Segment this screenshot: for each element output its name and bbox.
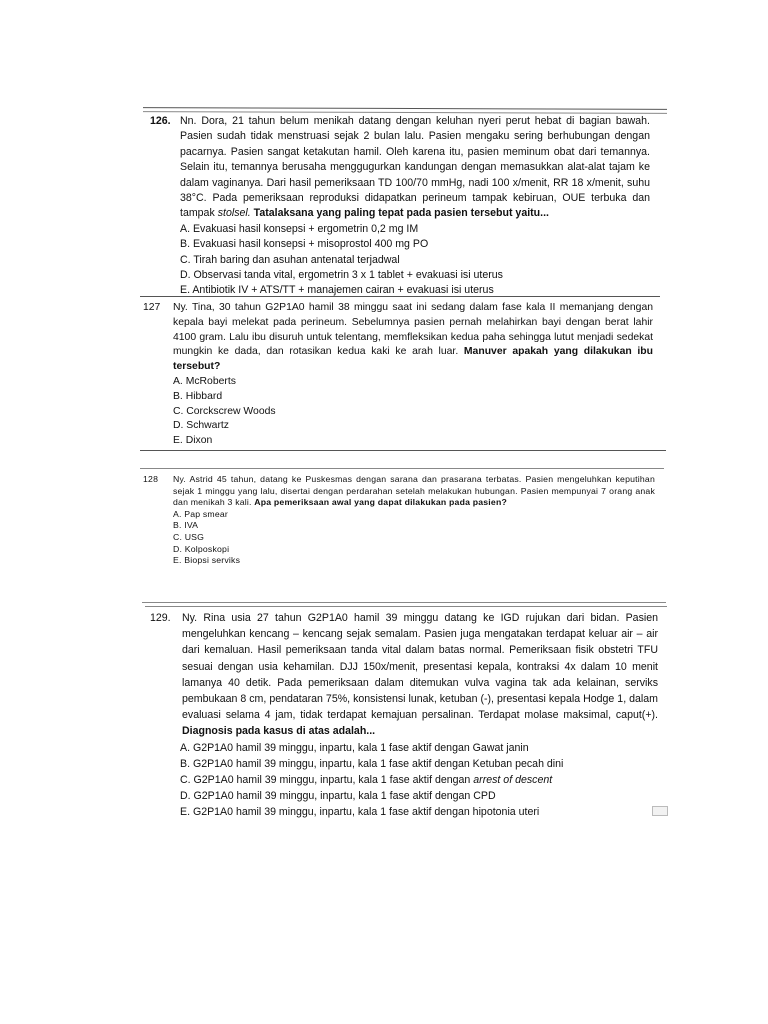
stem-text: Nn. Dora, 21 tahun belum menikah datang dengan keluhan nyeri perut hebat di bagian bawah. Pasien sudah tidak menstruasi sejak 2 bulan lalu. Pasien mengaku sering berhubungan dengan pacarnya. Pasien sangat ketakutan hamil. Oleh karena itu, pasien meminum obat dari temannya. Selain itu, temannya berusaha menggugurkan kandungan dengan memasukkan alat-alat tajam ke dalam vaginanya. Dari hasil pemeriksaan TD 100/70 mmHg, nadi 100 x/menit, RR 18 x/menit, suhu 38°C. Pada pemeriksaan reproduksi didapatkan perineum tampak kebiruan, OUE terbuka dan tampak [180,115,650,220]
question-prompt: Manuver apakah yang dilakukan ibu tersebut? [173,346,653,373]
option-a[interactable]: A. McRoberts [173,375,236,387]
question-127 [143,301,653,449]
option-e[interactable]: E. Dixon [173,435,213,447]
answer-options [173,375,653,449]
option-b[interactable]: B. IVA [173,520,199,531]
divider-top-128 [140,468,664,469]
option-a[interactable]: A. Evakuasi hasil konsepsi + ergometrin 0,2 mg IM [180,222,419,235]
question-number: 127 [143,302,161,313]
question-126 [150,114,650,299]
option-d[interactable]: D. Schwartz [173,420,230,432]
question-number: 129. [150,612,171,624]
question-prompt: Apa pemeriksaan awal yang dapat dilakukan pada pasien? [254,497,507,508]
question-number: 126. [150,115,171,127]
question-stem [173,301,653,375]
stem-text: Ny. Astrid 45 tahun, datang ke Puskesmas dengan sarana dan prasarana terbatas. Pasien mengeluhkan keputihan sejak 1 minggu yang lalu, disertai dengan perdarahan setelah melakukan hubungan. Pasien mempunyai 7 orang anak dan menikah 3 kali. [173,474,655,508]
answer-options [180,740,658,821]
question-stem [180,114,650,222]
option-d[interactable]: D. G2P1A0 hamil 39 minggu, inpartu, kala 1 fase aktif dengan CPD [180,790,496,803]
question-prompt: Diagnosis pada kasus di atas adalah... [182,725,376,738]
option-d[interactable]: D. Kolposkopi [173,543,230,554]
stem-text: Ny. Rina usia 27 tahun G2P1A0 hamil 39 minggu datang ke IGD rujukan dari bidan. Pasien mengeluhkan kencang – kencang sejak semalam. Pasien juga mengatakan terdapat keluar air – air dari kemaluan. Hasil pemeriksaan tanda vital dalam batas normal. Pemeriksaan fisik obstetri TFU sesuai dengan usia kehamilan. DJJ 150x/menit, presentasi kepala, kontraksi 4x dalam 10 menit lamanya 40 detik. Pada pemeriksaan dalam ditemukan vulva vagina tak ada kelainan, serviks pembukaan 8 cm, pendataran 75%, konsistensi lunak, ketuban (-), presentasi kepala Hodge 1, dalam evaluasi selama 4 jam, tidak terdapat kemajuan persalinan. Terdapat molase maksimal, caput(+). [182,612,658,722]
divider-top-126 [143,107,667,110]
option-e[interactable]: E. Biopsi serviks [173,555,241,566]
divider-bottom-127 [140,450,666,451]
stem-italic-term: stolsel. [217,207,251,220]
page-corner-mark [652,806,668,816]
option-b[interactable]: B. Evakuasi hasil konsepsi + misoprostol 400 mg PO [180,238,429,251]
option-c[interactable]: C. Tirah baring dan asuhan antenatal terjadwal [180,253,400,266]
option-e[interactable]: E. Antibiotik IV + ATS/TT + manajemen cairan + evakuasi isi uterus [180,284,494,297]
question-number: 128 [143,474,159,484]
option-a[interactable]: A. G2P1A0 hamil 39 minggu, inpartu, kala 1 fase aktif dengan Gawat janin [180,741,529,754]
divider-bottom-128 [142,602,666,603]
option-d[interactable]: D. Observasi tanda vital, ergometrin 3 x 1 tablet + evakuasi isi uterus [180,269,503,282]
option-c[interactable]: C. Corckscrew Woods [173,405,276,417]
question-128 [143,474,655,567]
question-stem [173,474,655,509]
question-129 [150,610,658,821]
option-c-text: C. G2P1A0 hamil 39 minggu, inpartu, kala 1 fase aktif dengan [180,774,471,787]
option-a[interactable]: A. Pap smear [173,508,229,519]
option-b[interactable]: B. G2P1A0 hamil 39 minggu, inpartu, kala 1 fase aktif dengan Ketuban pecah dini [180,757,564,770]
option-c[interactable] [180,772,658,788]
question-stem [182,610,658,740]
option-e[interactable]: E. G2P1A0 hamil 39 minggu, inpartu, kala 1 fase aktif dengan hipotonia uteri [180,806,540,819]
answer-options [173,509,655,567]
option-c-italic-term: arrest of descent [473,774,553,787]
stem-text: Ny. Tina, 30 tahun G2P1A0 hamil 38 minggu saat ini sedang dalam fase kala II memanjang dengan kepala bayi melekat pada perineum. Sebelumnya pasien pernah melahirkan bayi dengan berat lahir 4100 gram. Lalu ibu disuruh untuk telentang, memfleksikan kedua paha sehingga lutut menjadi sedekat mungkin ke dada, dan rotasikan kedua kaki ke arah luar. [173,302,653,358]
question-prompt: Tatalaksana yang paling tepat pada pasien tersebut yaitu... [253,207,549,220]
answer-options [180,222,650,299]
divider-top-129 [145,606,667,607]
option-b[interactable]: B. Hibbard [173,390,223,402]
option-c[interactable]: C. USG [173,531,205,542]
